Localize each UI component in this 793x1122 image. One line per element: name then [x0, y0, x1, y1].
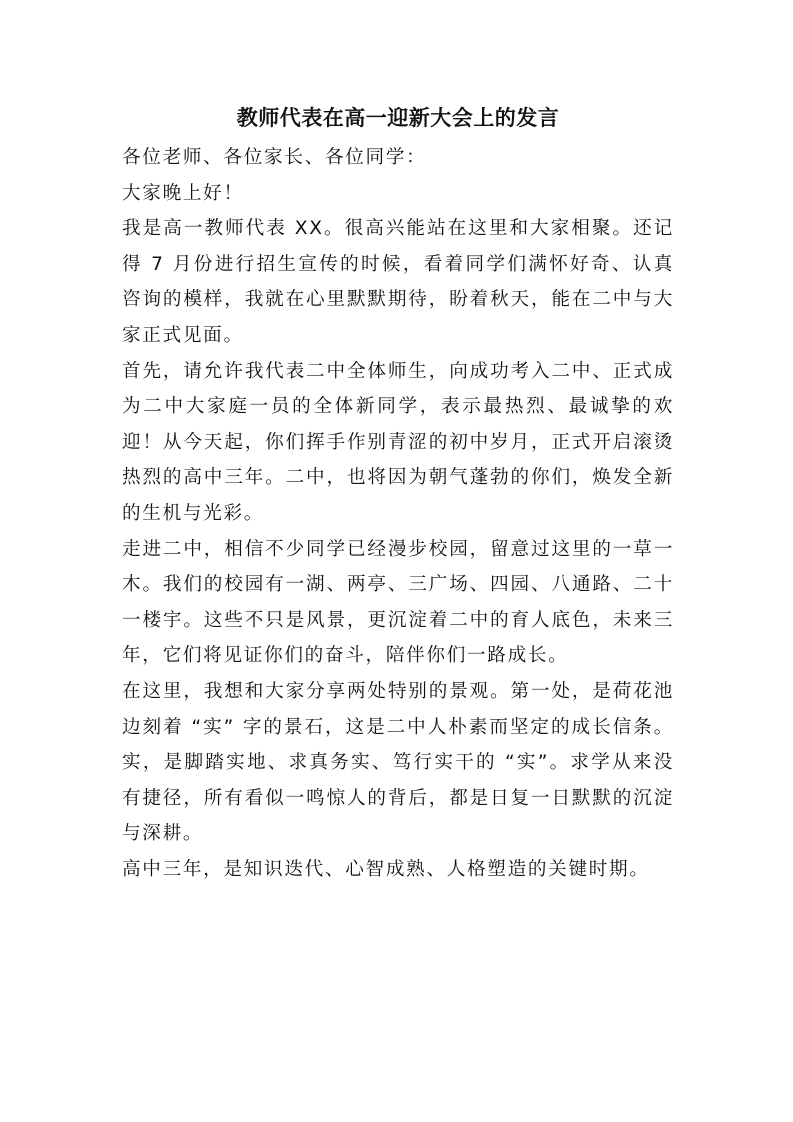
introduction-paragraph: 我是高一教师代表 XX。很高兴能站在这里和大家相聚。还记得 7 月份进行招生宣传的时候，看着同学们满怀好奇、认真咨询的模样，我就在心里默默期待，盼着秋天，能在二中与大家正式见面。 — [122, 218, 674, 346]
salutation-paragraph: 各位老师、各位家长、各位同学： — [122, 147, 427, 168]
campus-paragraph: 走进二中，相信不少同学已经漫步校园，留意过这里的一草一木。我们的校园有一湖、两亭、三广场、四园、八通路、二十一楼宇。这些不只是风景，更沉淀着二中的育人底色，未来三年，它们将见证你们的奋斗，陪伴你们一路成长。 — [122, 538, 674, 667]
welcome-paragraph: 首先，请允许我代表二中全体师生，向成功考入二中、正式成为二中大家庭一员的全体新同学，表示最热烈、最诚挚的欢迎！从今天起，你们挥手作别青涩的初中岁月，正式开启滚烫热烈的高中三年。二中，也将因为朝气蓬勃的你们，焕发全新的生机与光彩。 — [122, 360, 674, 524]
greeting-paragraph: 大家晚上好！ — [122, 182, 244, 204]
document-title: 教师代表在高一迎新大会上的发言 — [236, 106, 560, 130]
landscape-paragraph: 在这里，我想和大家分享两处特别的景观。第一处，是荷花池边刻着 “实” 字的景石，这是二中人朴素而坚定的成长信条。实，是脚踏实地、求真务实、笃行实干的 “实”。求学从来没有捷径，所有看似一鸣惊人的背后，都是日复一日默默的沉淀与深耕。 — [122, 680, 674, 845]
high-school-paragraph: 高中三年，是知识迭代、心智成熟、人格塑造的关键时期。 — [122, 858, 650, 880]
document-body — [122, 96, 674, 887]
